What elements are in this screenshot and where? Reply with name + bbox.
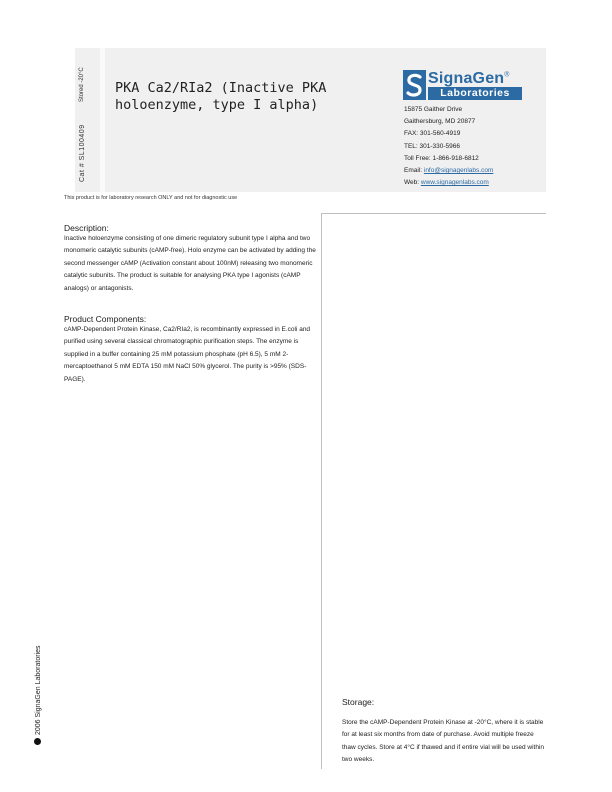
web-link[interactable]: www.signagenlabs.com: [420, 179, 489, 187]
fax-number: FAX: 301-560-4919: [404, 130, 461, 138]
signagen-logo-icon: [403, 70, 426, 100]
address-street: 15875 Gaither Drive: [404, 106, 463, 113]
column-divider: [321, 213, 322, 769]
contact-block: [404, 104, 493, 189]
storage-heading: Storage:: [342, 697, 375, 707]
components-heading: Product Components:: [64, 314, 147, 324]
tel-number: TEL: 301-330-5966: [404, 142, 461, 150]
description-heading: Description:: [64, 223, 109, 233]
header-stripe: [100, 48, 105, 192]
email-line: Email: info@signagenlabs.com: [404, 167, 494, 175]
components-body: cAMP-Dependent Protein Kinase, Ca2/RIa2, is recombinantly expressed in E.coli and purified using several classical chromatographic purification steps. The enzyme is supplied in a buffer containing 25 mM potassium phosphate (pH 6.5), 5 mM 2-mercaptoethanol 5 mM EDTA 150 mM NaCl 50% glycerol. The purity is >95% (SDS-PAGE).: [64, 326, 311, 383]
tollfree-number: Toll Free: 1-866-918-6812: [404, 154, 479, 162]
email-link[interactable]: info@signagenlabs.com: [423, 167, 494, 175]
address-city: Gaithersburg, MD 20877: [404, 118, 476, 126]
storage-temperature: Stored -20°C: [79, 67, 85, 102]
copyright-notice: 2006 SignaGen Laboratories: [34, 645, 42, 745]
copyright-bullet-icon: [34, 738, 41, 745]
description-body: Inactive holoenzyme consisting of one dimeric regulatory subunit type I alpha and two monomeric catalytic subunits (cAMP-free). Holo enzyme can be activated by adding the second messenger cAMP (Activation constant about 100nM) releasing two monomeric catalytic subunits. The product is suitable for analysing PKA type I agonists (cAMP analogs) or antagonists.: [64, 235, 316, 292]
web-line: Web: www.signagenlabs.com: [404, 179, 489, 187]
logo-name: SignaGen®: [428, 70, 510, 87]
disclaimer: This product is for laboratory research ONLY and not for diagnostic use: [64, 195, 238, 201]
catalog-number: Cat # SL100409: [79, 124, 86, 182]
registered-mark: ®: [504, 71, 510, 79]
storage-body: Store the cAMP-Dependent Protein Kinase at -20°C, where it is stable for at least six months from date of purchase. Avoid multiple freeze thaw cycles. Store at 4°C if thawed and if entire vial will be used within two weeks.: [342, 719, 545, 764]
logo-subtitle: Laboratories: [428, 87, 522, 100]
signagen-logo: [403, 70, 528, 103]
column-top-rule: [321, 213, 546, 214]
product-title: PKA Ca2/RIa2 (Inactive PKA holoenzyme, type I alpha): [115, 80, 327, 113]
